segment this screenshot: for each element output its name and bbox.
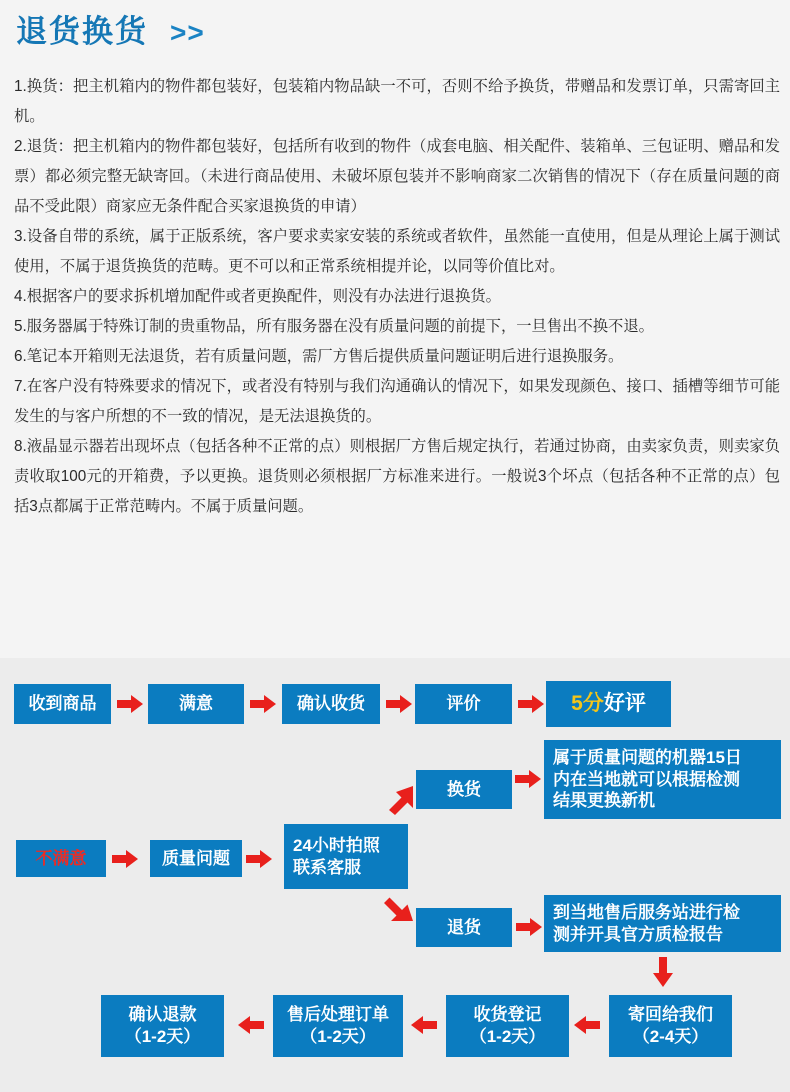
flow-node-receive-register [446,995,569,1057]
policy-item: 2.退货：把主机箱内的物件都包装好，包括所有收到的物件（成套电脑、相关配件、装箱单、三包证明、赠品和发票）都必须完整无缺寄回。（未进行商品使用、未破坏原包装并不影响商家二次销售的情况下（存在质量问题的商品不受此限）商家应无条件配合买家退换货的申请） [14,138,780,215]
flow-node-satisfied: 满意 [148,684,244,724]
flow-node-line: 24小时拍照 [293,835,380,855]
flow-node-line: 联系客服 [293,857,361,877]
arrow-left-icon [238,1016,264,1034]
flow-node-line: （1-2天） [469,1027,546,1046]
policy-item: 5.服务器属于特殊订制的贵重物品，所有服务器在没有质量问题的前提下，一旦售出不换不退。 [14,318,654,335]
flow-node-line: 收货登记 [473,1005,542,1025]
flow-node-line: 属于质量问题的机器15日 [553,747,742,767]
policy-item: 4.根据客户的要求拆机增加配件或者更换配件，则没有办法进行退换货。 [14,288,501,305]
arrow-right-icon [112,850,138,868]
flow-node-photo-contact-service [284,824,408,889]
arrow-up-right-icon [383,784,415,816]
policy-item: 1.换货：把主机箱内的物件都包装好，包装箱内物品缺一不可，否则不给予换货，带赠品和发票订单，只需寄回主机。 [14,78,780,125]
flow-node-line: （1-2天） [124,1027,201,1046]
flow-node-quality-machine-15day [544,740,781,819]
arrow-left-icon [411,1016,437,1034]
arrow-right-icon [386,695,412,713]
page-title: 退货换货 [16,14,148,49]
flow-node-line: 结果更换新机 [553,791,655,811]
arrow-right-icon [516,918,542,936]
five-star-label: 好评 [603,691,646,715]
policy-item: 6.笔记本开箱则无法退货，若有质量问题，需厂方售后提供质量问题证明后进行退换服务。 [14,348,624,365]
flow-node-confirm-refund [101,995,224,1057]
flow-node-line: 测并开具官方质检报告 [553,924,723,944]
double-chevron-right-icon: >> [170,17,205,48]
flow-node-review: 评价 [415,684,512,724]
arrow-right-icon [518,695,544,713]
arrow-down-right-icon [383,891,415,923]
flow-node-line: （1-2天） [300,1027,376,1046]
flow-node-line: 售后处理订单 [287,1005,389,1025]
flow-node-line: 内在当地就可以根据检测 [553,769,740,789]
policy-list [14,72,780,522]
flow-node-five-star-review [546,681,671,727]
flow-node-return: 退货 [416,908,512,947]
flow-node-line: 寄回给我们 [628,1005,713,1025]
flow-node-local-service-test [544,895,781,952]
flow-node-received: 收到商品 [14,684,111,724]
policy-item: 7.在客户没有特殊要求的情况下，或者没有特别与我们沟通确认的情况下，如果发现颜色、接口、插槽等细节可能发生的与客户所想的不一致的情况，是无法退换货的。 [14,378,780,425]
flow-node-quality-issue: 质量问题 [150,840,242,877]
arrow-right-icon [250,695,276,713]
five-star-score: 5分 [571,691,604,715]
policy-header [16,16,205,47]
aftersale-flowchart [0,658,790,1092]
arrow-down-icon [653,957,673,987]
flow-node-line: 确认退款 [128,1005,197,1025]
flow-node-line: （2-4天） [632,1027,709,1046]
arrow-left-icon [574,1016,600,1034]
flow-node-confirm-receipt: 确认收货 [282,684,380,724]
arrow-right-icon [246,850,272,868]
arrow-right-icon [117,695,143,713]
policy-item: 3.设备自带的系统，属于正版系统，客户要求卖家安装的系统或者软件，虽然能一直使用，但是从理论上属于测试使用，不属于退货换货的范畴。更不可以和正常系统相提并论，以同等价值比对。 [14,228,780,275]
flow-node-exchange: 换货 [416,770,512,809]
arrow-right-icon [515,770,541,788]
policy-item: 8.液晶显示器若出现坏点（包括各种不正常的点）则根据厂方售后规定执行，若通过协商，由卖家负责，则卖家负责收取100元的开箱费，予以更换。退货则必须根据厂方标准来进行。一般说3个坏点（包括各种不正常的点）包括3点都属于正常范畴内。不属于质量问题。 [14,438,780,515]
flow-node-send-back [609,995,732,1057]
flow-node-aftersale-process [273,995,403,1057]
flow-node-line: 到当地售后服务站进行检 [553,902,740,922]
flow-node-unsatisfied: 不满意 [16,840,106,877]
